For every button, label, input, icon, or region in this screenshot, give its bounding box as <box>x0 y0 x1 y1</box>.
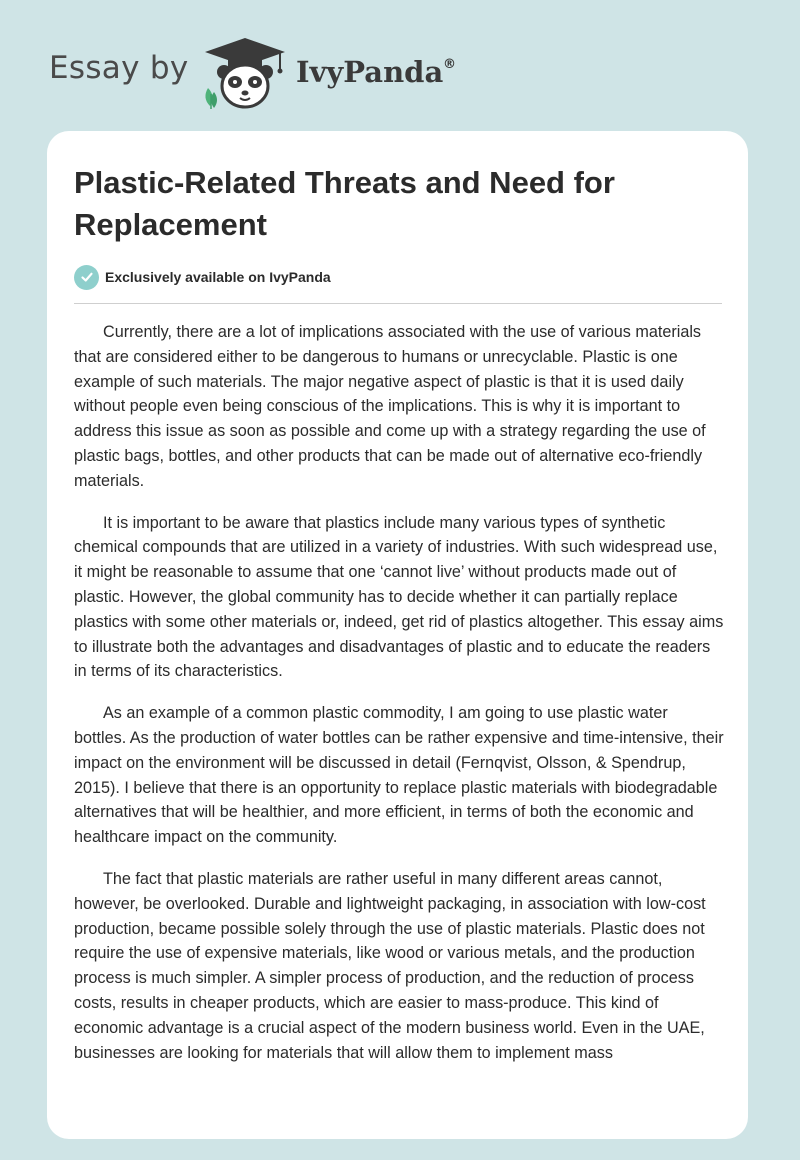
essay-by-label: Essay by <box>49 50 189 86</box>
brand-name[interactable]: IvyPanda <box>296 55 444 89</box>
registered-mark: ® <box>443 57 456 72</box>
check-circle-icon <box>74 265 99 290</box>
panda-graduate-logo-icon[interactable] <box>200 36 290 110</box>
essay-card <box>47 131 748 1139</box>
paragraph: As an example of a common plastic commodity, I am going to use plastic water bottles. As the production of water bottles can be rather expensive and time-intensive, their impact on the environment will be discussed in detail (Fernqvist, Olsson, & Spendrup, 2015). I believe that there is an opportunity to replace plastic materials with biodegradable alternatives that will be healthier, and more efficient, in terms of both the economic and healthcare impact on the community. <box>74 704 724 847</box>
paragraph: The fact that plastic materials are rather useful in many different areas cannot, however, be overlooked. Durable and lightweight packaging, in association with low-cost production, became possible solely through the use of plastic materials. Plastic does not require the use of expensive materials, like wood or various metals, and the production process is much simpler. A simpler process of production, and the reduction of process costs, results in cheaper products, which are easier to mass-produce. This kind of economic advantage is a crucial aspect of the modern business world. Even in the UAE, businesses are looking for materials that will allow them to implement mass <box>74 869 706 1062</box>
essay-body <box>74 320 724 1082</box>
site-header <box>0 0 800 130</box>
paragraph: It is important to be aware that plastics include many various types of synthetic chemical compounds that are utilized in a variety of industries. With such widespread use, it might be reasonable to assume that one ‘cannot live’ without products made out of plastic. However, the global community has to decide whether it can partially replace plastics with some other materials or, indeed, get rid of plastics altogether. This essay aims to illustrate both the advantages and disadvantages of plastic and to educate the readers in terms of its characteristics. <box>74 513 724 681</box>
exclusive-badge <box>74 264 331 290</box>
divider <box>74 303 722 304</box>
essay-title: Plastic-Related Threats and Need for Replacement <box>74 165 615 242</box>
exclusive-badge-label: Exclusively available on IvyPanda <box>105 269 331 285</box>
paragraph: Currently, there are a lot of implications associated with the use of various materials that are considered either to be dangerous to humans or unrecyclable. Plastic is one example of such materials. The major negative aspect of plastic is that it is used daily without people even being conscious of the implications. This is why it is important to address this issue as soon as possible and come up with a strategy regarding the use of plastic bags, bottles, and other products that can be made out of alternative eco-friendly materials. <box>74 323 706 490</box>
